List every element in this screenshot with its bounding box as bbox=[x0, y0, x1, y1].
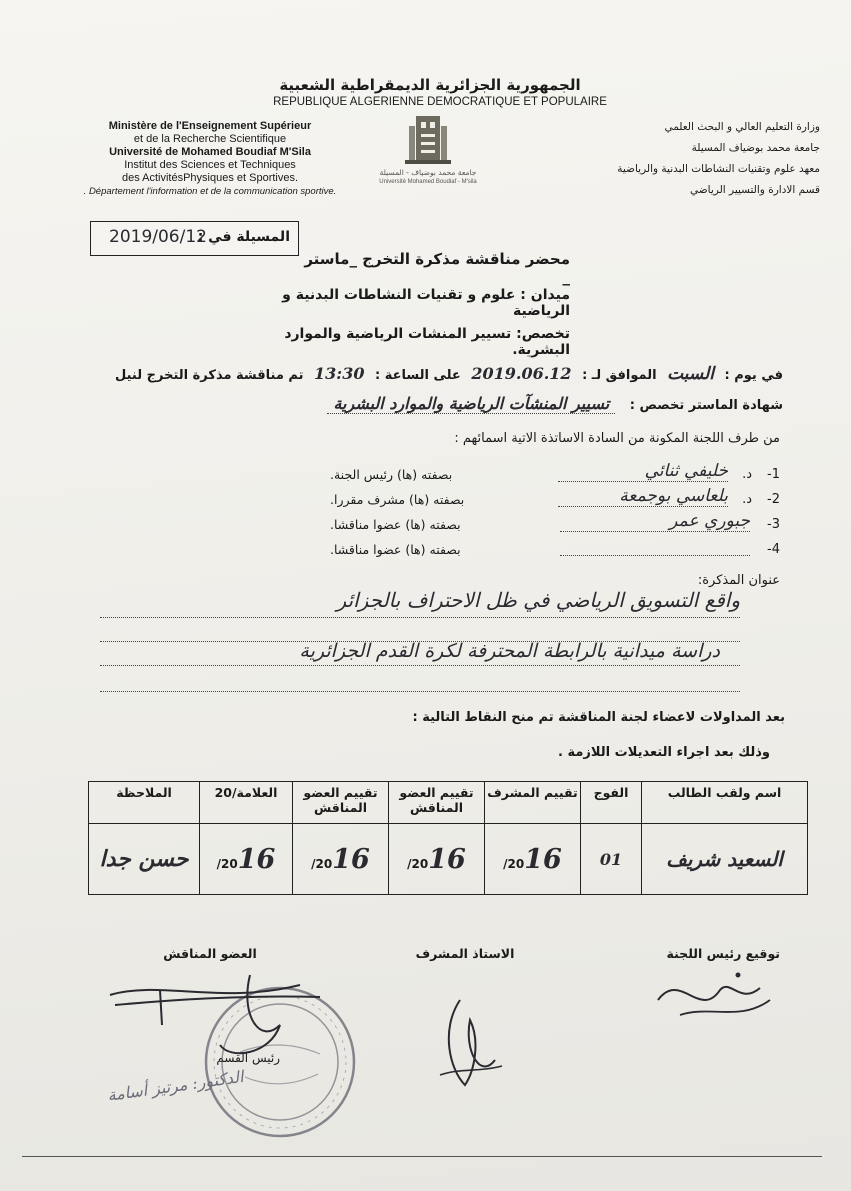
specialty-line: تخصص: تسيير المنشات الرياضية والموارد البشرية. bbox=[284, 326, 570, 358]
committee-member bbox=[330, 511, 780, 539]
header-member-eval-1: تقييم العضو المناقش bbox=[389, 782, 485, 824]
memo-title-line-1: واقع التسويق الرياضي في ظل الاحتراف بالجزائر bbox=[336, 588, 740, 612]
stamp-name: الدكتور: مرتيز أسامة bbox=[106, 1066, 245, 1105]
committee-intro: من طرف اللجنة المكونة من السادة الاساتذة الاتية اسمائهم : bbox=[454, 431, 780, 446]
member-signature bbox=[100, 965, 330, 1065]
session-time: 13:30 bbox=[314, 364, 365, 383]
cell-supervisor-eval bbox=[485, 824, 581, 895]
member-number: -1 bbox=[767, 467, 780, 482]
cell-student-name bbox=[642, 824, 808, 895]
member1-suffix: /20 bbox=[407, 856, 429, 871]
left-line-activities: des ActivitésPhysiques et Sportives. bbox=[121, 172, 299, 184]
header-student-name: اسم ولقب الطالب bbox=[642, 782, 808, 824]
member-role: بصفته (ها) عضوا مناقشا. bbox=[330, 517, 461, 532]
president-signature bbox=[640, 960, 780, 1030]
date-value: 2019/06/12 bbox=[109, 227, 207, 247]
header-member-eval-2: تقييم العضو المناقش bbox=[293, 782, 389, 824]
member-role: بصفته (ها) مشرف مقررا. bbox=[330, 492, 465, 507]
deliberation-text: بعد المداولات لاعضاء لجنة المناقشة تم منح النقاط التالية : bbox=[412, 710, 785, 725]
right-line-university: جامعة محمد بوضياف المسيلة bbox=[691, 142, 820, 154]
member-prefix: د. bbox=[742, 467, 752, 482]
republic-arabic: الجمهورية الجزائرية الديمقراطية الشعبية bbox=[279, 76, 581, 94]
session-time-label: على الساعة : bbox=[375, 368, 461, 383]
memo-line-4 bbox=[100, 690, 740, 692]
corrections-text: وذلك بعد اجراء التعديلات اللازمة . bbox=[558, 745, 770, 760]
date-box bbox=[90, 221, 299, 256]
table-row bbox=[89, 824, 808, 895]
header-grade: العلامة/20 bbox=[200, 782, 293, 824]
grade-suffix: /20 bbox=[216, 856, 238, 871]
header-group: الفوج bbox=[581, 782, 642, 824]
dept-head-label: رئيس القسم bbox=[216, 1051, 280, 1065]
member-signature-label: العضو المناقش bbox=[163, 946, 257, 961]
group-value: 01 bbox=[599, 849, 623, 869]
left-line-department: . Département l'information et de la communication sportive. bbox=[83, 186, 337, 197]
university-logo bbox=[379, 112, 477, 192]
left-line-institute: Institut des Sciences et Techniques bbox=[124, 159, 296, 171]
field-line: ميدان : علوم و تقنيات النشاطات البدنية و الرياضية bbox=[282, 287, 570, 319]
table-header-row bbox=[89, 782, 808, 824]
left-line-research: et de la Recherche Scientifique bbox=[133, 133, 287, 145]
member2-suffix: /20 bbox=[311, 856, 333, 871]
supervisor-eval-value: 16 bbox=[524, 843, 562, 875]
supervisor-suffix: /20 bbox=[503, 856, 525, 871]
session-date: 2019.06.12 bbox=[471, 364, 572, 383]
right-line-ministry: وزارة التعليم العالي و البحث العلمي bbox=[664, 121, 820, 133]
member-number: -4 bbox=[767, 542, 780, 557]
cell-group bbox=[581, 824, 642, 895]
committee-list bbox=[330, 459, 780, 569]
memo-line-3 bbox=[100, 664, 740, 666]
header-right-block bbox=[560, 117, 820, 201]
remark-value: حسن جدا bbox=[99, 846, 189, 872]
logo-caption-fr: Université Mohamed Boudiaf - M'sila bbox=[379, 179, 477, 185]
cell-member-eval-1 bbox=[389, 824, 485, 895]
right-line-department: قسم الادارة والتسيير الرياضي bbox=[689, 184, 820, 196]
member-name: جبوري عمر bbox=[560, 511, 750, 532]
header-left-block bbox=[60, 120, 360, 198]
supervisor-signature bbox=[420, 990, 510, 1100]
session-date-label: الموافق لـ : bbox=[582, 368, 657, 383]
session-line-1 bbox=[63, 364, 783, 390]
header-supervisor-eval: تقييم المشرف bbox=[485, 782, 581, 824]
cell-member-eval-2 bbox=[293, 824, 389, 895]
memo-label: عنوان المذكرة: bbox=[697, 573, 780, 588]
committee-member bbox=[330, 540, 780, 564]
left-line-ministry: Ministère de l'Enseignement Supérieur bbox=[108, 120, 312, 132]
page-title: محضر مناقشة مذكرة التخرج _ماستر _ bbox=[304, 250, 570, 286]
logo-caption-ar: جامعة محمد بوضياف - المسيلة bbox=[379, 168, 477, 177]
republic-french: REPUBLIQUE ALGERIENNE DEMOCRATIQUE ET POPULAIRE bbox=[273, 96, 607, 108]
member-role: بصفته (ها) عضوا مناقشا. bbox=[330, 542, 461, 557]
cell-remark bbox=[89, 824, 200, 895]
member1-eval-value: 16 bbox=[428, 843, 466, 875]
member-number: -3 bbox=[767, 517, 780, 532]
session-day-label: في يوم : bbox=[724, 368, 783, 383]
grades-table bbox=[88, 781, 808, 895]
grade-value: 16 bbox=[237, 843, 276, 875]
student-name: السعيد شريف bbox=[666, 847, 783, 871]
member-number: -2 bbox=[767, 492, 780, 507]
president-signature-label: توقيع رئيس اللجنة bbox=[666, 946, 780, 961]
session-line-2 bbox=[63, 394, 783, 413]
session-discussion-label: تم مناقشة مذكرة التخرج لنيل bbox=[115, 368, 304, 383]
right-line-institute: معهد علوم وتقنيات النشاطات البدنية والرياضية bbox=[617, 163, 820, 175]
member-role: بصفته (ها) رئيس الجنة. bbox=[330, 467, 453, 482]
date-label: المسيلة في : bbox=[197, 229, 290, 245]
bottom-divider bbox=[22, 1156, 822, 1157]
memo-line-1 bbox=[100, 616, 740, 618]
member-prefix: د. bbox=[742, 492, 752, 507]
cell-grade bbox=[200, 824, 293, 895]
memo-title-line-2: دراسة ميدانية بالرابطة المحترفة لكرة القدم الجزائرية bbox=[299, 640, 720, 662]
left-line-university: Université de Mohamed Boudiaf M'Sila bbox=[109, 146, 311, 158]
member2-eval-value: 16 bbox=[332, 843, 370, 875]
member-name: خليفي ثنائي bbox=[558, 461, 728, 482]
member-name-blank bbox=[560, 554, 750, 556]
header-remark: الملاحظة bbox=[89, 782, 200, 824]
session-specialty-label: شهادة الماستر تخصص : bbox=[629, 398, 783, 413]
member-name: بلعاسي بوجمعة bbox=[558, 486, 728, 507]
supervisor-signature-label: الاستاذ المشرف bbox=[415, 946, 515, 961]
session-day: السبت bbox=[667, 364, 714, 384]
session-specialty-handwritten: تسيير المنشآت الرياضية والموارد البشرية bbox=[327, 394, 615, 414]
